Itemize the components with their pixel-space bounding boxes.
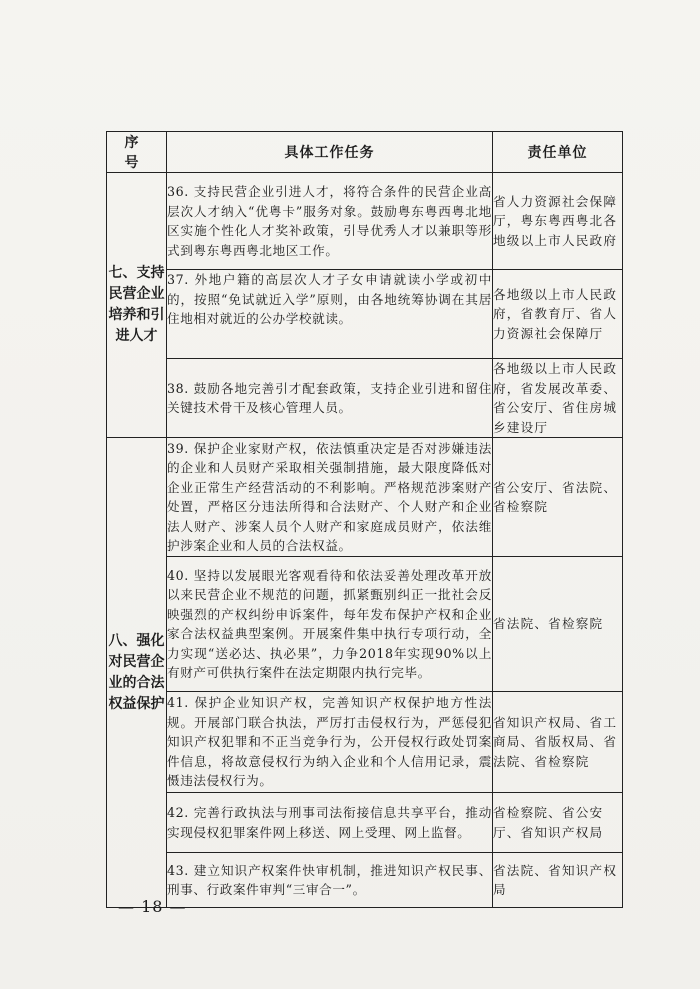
unit-cell: 省法院、省知识产权局: [493, 853, 623, 908]
table-row: [107, 359, 623, 438]
task-cell: 42. 完善行政执法与刑事司法衔接信息共享平台，推动实现侵权犯罪案件网上移送、网上受理、网上监督。: [167, 793, 493, 853]
header-task: 具体工作任务: [167, 132, 493, 173]
page-number: — 18 —: [118, 897, 187, 916]
task-cell: 39. 保护企业家财产权，依法慎重决定是否对涉嫌违法的企业和人员财产采取相关强制措施，最大限度降低对企业正常生产经营活动的不利影响。严格规范涉案财产处置，严格区分违法所得和合法财产、个人财产和企业法人财产、涉案人员个人财产和家庭成员财产，依法维护涉案企业和人员的合法权益。: [167, 438, 493, 557]
table-row: [107, 173, 623, 270]
unit-cell: 省公安厅、省法院、省检察院: [493, 438, 623, 557]
category-cell: 八、强化对民营企业的合法权益保护: [107, 438, 167, 908]
table-row: [107, 793, 623, 853]
task-cell: 43. 建立知识产权案件快审机制，推进知识产权民事、刑事、行政案件审判“三审合一”。: [167, 853, 493, 908]
header-seq: 序 号: [107, 132, 167, 173]
unit-cell: 各地级以上市人民政府，省教育厅、省人力资源社会保障厅: [493, 270, 623, 359]
task-cell: 40. 坚持以发展眼光客观看待和依法妥善处理改革开放以来民营企业不规范的问题，抓紧甄别纠正一批社会反映强烈的产权纠纷申诉案件，每年发布保护产权和企业家合法权益典型案例。开展案件集中执行专项行动，全力实现“送必达、执必果”，力争2018年实现90%以上有财产可供执行案件在法定期限内执行完毕。: [167, 557, 493, 692]
table-row: [107, 692, 623, 793]
table-header-row: [107, 132, 623, 173]
header-unit: 责任单位: [493, 132, 623, 173]
task-cell: 38. 鼓励各地完善引才配套政策，支持企业引进和留住关键技术骨干及核心管理人员。: [167, 359, 493, 438]
unit-cell: 省知识产权局、省工商局、省版权局、省法院、省检察院: [493, 692, 623, 793]
table-row: [107, 557, 623, 692]
table-row: [107, 438, 623, 557]
unit-cell: 省检察院、省公安厅、省知识产权局: [493, 793, 623, 853]
task-cell: 37. 外地户籍的高层次人才子女申请就读小学或初中的，按照“免试就近入学”原则，由各地统筹协调在其居住地相对就近的公办学校就读。: [167, 270, 493, 359]
unit-cell: 省法院、省检察院: [493, 557, 623, 692]
unit-cell: 省人力资源社会保障厅，粤东粤西粤北各地级以上市人民政府: [493, 173, 623, 270]
category-cell: 七、支持民营企业培养和引进人才: [107, 173, 167, 438]
task-cell: 41. 保护企业知识产权，完善知识产权保护地方性法规。开展部门联合执法，严厉打击侵权行为，严惩侵犯知识产权犯罪和不正当竞争行为，公开侵权行政处罚案件信息，将故意侵权行为纳入企业和个人信用记录，震慑违法侵权行为。: [167, 692, 493, 793]
unit-cell: 各地级以上市人民政府，省发展改革委、省公安厅、省住房城乡建设厅: [493, 359, 623, 438]
task-cell: 36. 支持民营企业引进人才，将符合条件的民营企业高层次人才纳入“优粤卡”服务对象。鼓励粤东粤西粤北地区实施个性化人才奖补政策，引导优秀人才以兼职等形式到粤东粤西粤北地区工作。: [167, 173, 493, 270]
task-table: [106, 131, 623, 908]
table-row: [107, 270, 623, 359]
